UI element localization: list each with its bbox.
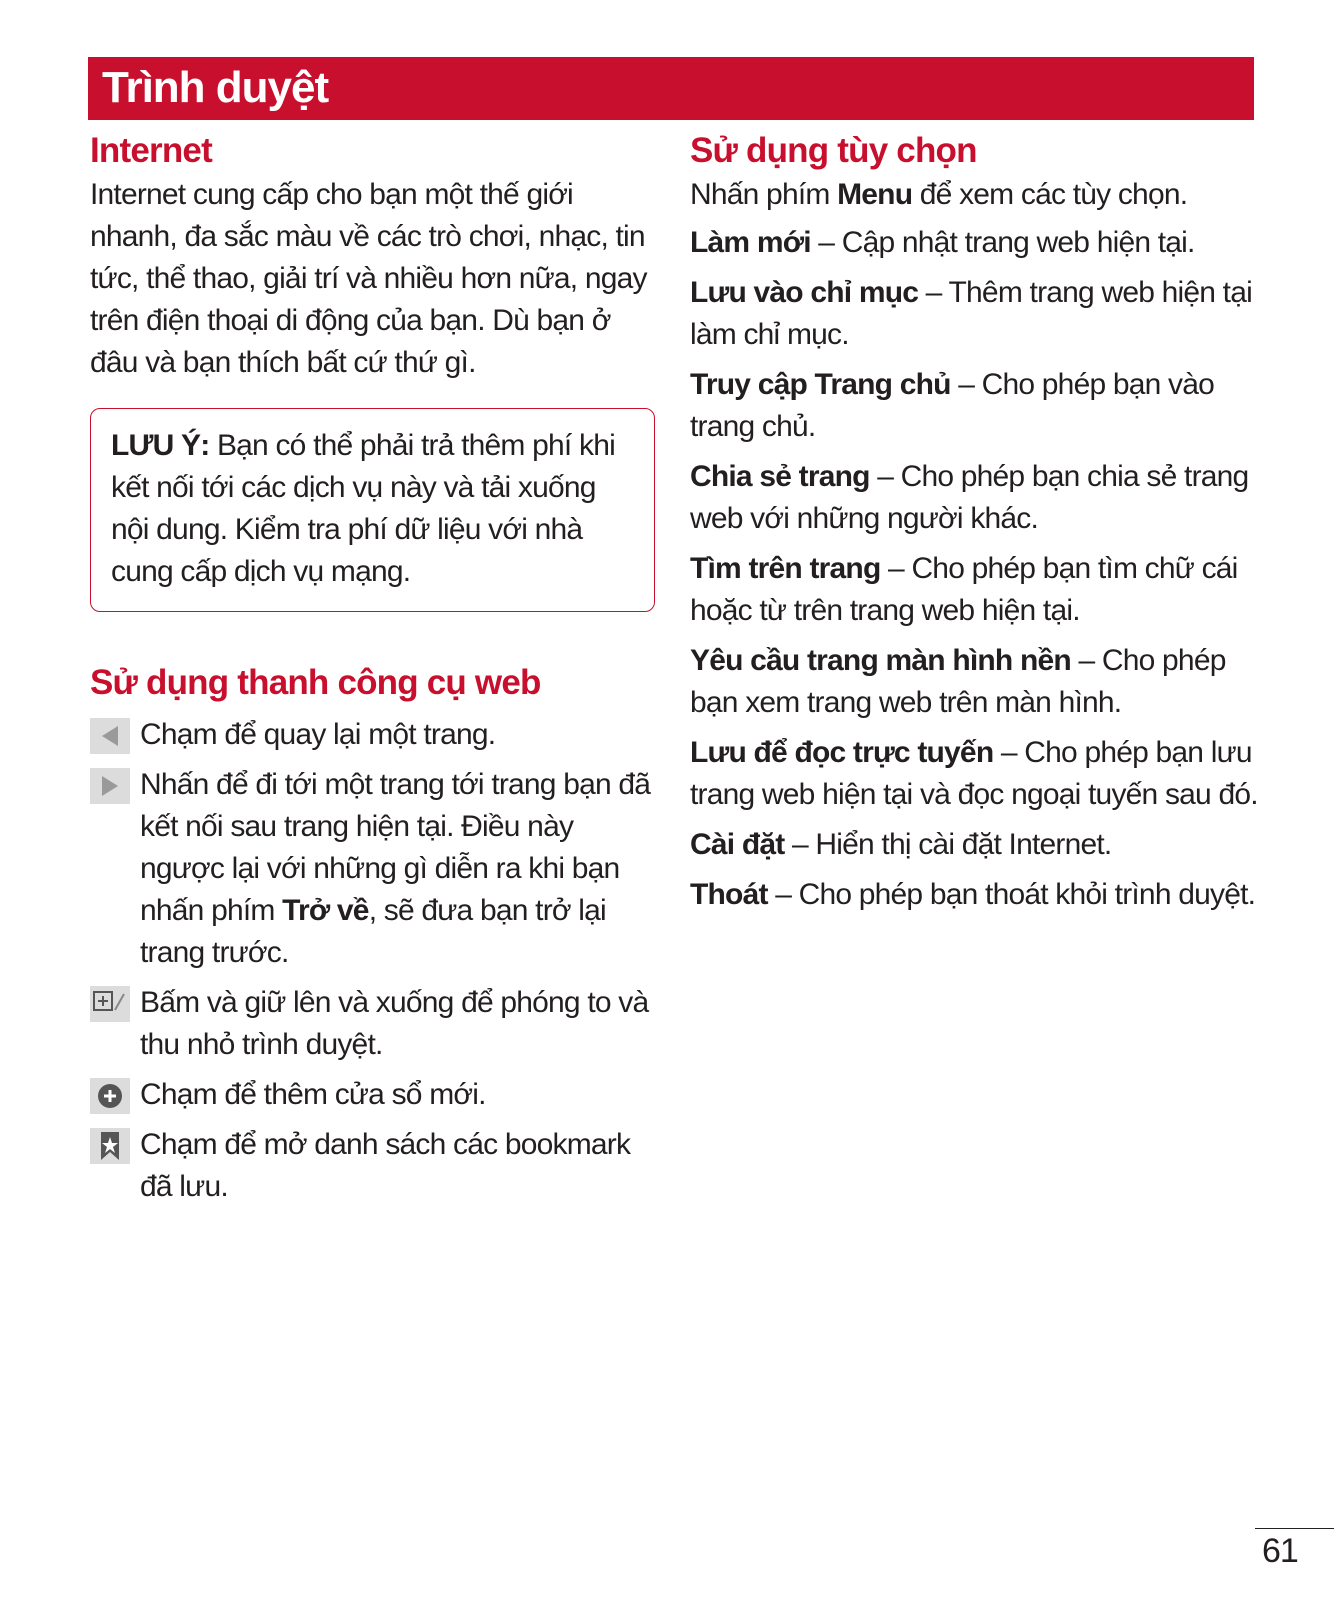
option-desc: – Cho phép bạn xem trang web trên màn hình. [690, 644, 1226, 719]
note-label: LƯU Ý: [111, 429, 210, 462]
option-save-offline [690, 732, 1270, 816]
option-desc: – Cho phép bạn chia sẻ trang web với những người khác. [690, 460, 1249, 535]
option-refresh [690, 222, 1270, 264]
new-window-icon [90, 1078, 130, 1114]
option-desc: – Cho phép bạn vào trang chủ. [690, 368, 1215, 443]
option-label: Thoát [690, 878, 768, 911]
toolbar-item-text: Bấm và giữ lên và xuống để phóng to và thu nhỏ trình duyệt. [140, 986, 649, 1061]
forward-arrow-icon [90, 768, 130, 804]
left-column [90, 128, 660, 1216]
option-label: Cài đặt [690, 828, 785, 861]
option-label: Truy cập Trang chủ [690, 368, 951, 401]
option-label: Chia sẻ trang [690, 460, 870, 493]
zoom-icon [90, 986, 130, 1022]
toolbar-item-zoom [90, 982, 660, 1066]
internet-heading: Internet [90, 131, 212, 170]
bookmark-icon [90, 1128, 130, 1164]
option-save-bookmark [690, 272, 1270, 356]
option-label: Lưu vào chỉ mục [690, 276, 919, 309]
toolbar-item-text: Chạm để thêm cửa sổ mới. [140, 1078, 486, 1111]
option-desc: – Cho phép bạn lưu trang web hiện tại và đọc ngoại tuyến sau đó. [690, 736, 1258, 811]
page-number: 61 [1262, 1532, 1298, 1570]
toolbar-item-new-window [90, 1074, 660, 1116]
option-desc: – Cập nhật trang web hiện tại. [810, 226, 1195, 259]
chapter-banner [88, 57, 1254, 120]
option-desc: – Cho phép bạn thoát khỏi trình duyệt. [767, 878, 1256, 911]
footer-rule [1255, 1528, 1334, 1529]
back-key-label: Trở về [282, 894, 369, 927]
toolbar-list [90, 714, 660, 1208]
option-desc: – Cho phép bạn tìm chữ cái hoặc từ trên trang web hiện tại. [690, 552, 1238, 627]
option-desktop-view [690, 640, 1270, 724]
option-desc: – Thêm trang web hiện tại làm chỉ mục. [690, 276, 1252, 351]
toolbar-item-text-a: Nhấn để đi tới một trang tới trang bạn đã kết nối sau trang hiện tại. Điều này ngược lại với những gì diễn ra khi bạn nhấn phím [140, 768, 651, 927]
options-intro-a: Nhấn phím [690, 178, 838, 211]
toolbar-item-forward [90, 764, 660, 974]
options-intro-b: để xem các tùy chọn. [912, 178, 1188, 211]
option-label: Yêu cầu trang màn hình nền [690, 644, 1071, 677]
options-intro [690, 174, 1270, 216]
chapter-title: Trình duyệt [102, 63, 329, 112]
option-label: Tìm trên trang [690, 552, 881, 585]
menu-key-label: Menu [837, 178, 913, 211]
toolbar-item-back [90, 714, 660, 756]
toolbar-item-text: Chạm để quay lại một trang. [140, 718, 496, 751]
option-find-on-page [690, 548, 1270, 632]
options-list [690, 222, 1270, 916]
option-homepage [690, 364, 1270, 448]
option-share-page [690, 456, 1270, 540]
option-label: Lưu để đọc trực tuyến [690, 736, 994, 769]
toolbar-item-text: Chạm để mở danh sách các bookmark đã lưu. [140, 1128, 631, 1203]
options-heading: Sử dụng tùy chọn [690, 131, 977, 170]
note-box [90, 408, 655, 612]
option-settings [690, 824, 1270, 866]
option-desc: – Hiển thị cài đặt Internet. [784, 828, 1112, 861]
back-arrow-icon [90, 718, 130, 754]
note-text: Bạn có thể phải trả thêm phí khi kết nối tới các dịch vụ này và tải xuống nội dung. Kiểm tra phí dữ liệu với nhà cung cấp dịch vụ mạng. [111, 429, 615, 588]
toolbar-item-text [140, 764, 660, 974]
option-label: Làm mới [690, 226, 811, 259]
option-exit [690, 874, 1270, 916]
note-paragraph [111, 425, 634, 593]
toolbar-heading: Sử dụng thanh công cụ web [90, 663, 541, 702]
right-column [690, 128, 1270, 924]
toolbar-item-text-b: , sẽ đưa bạn trở lại trang trước. [140, 894, 606, 969]
internet-intro: Internet cung cấp cho bạn một thế giới nhanh, đa sắc màu về các trò chơi, nhạc, tin tức, thể thao, giải trí và nhiều hơn nữa, ngay trên điện thoại di động của bạn. Dù bạn ở đâu và bạn thích bất cứ thứ gì. [90, 178, 647, 379]
toolbar-item-bookmark [90, 1124, 660, 1208]
